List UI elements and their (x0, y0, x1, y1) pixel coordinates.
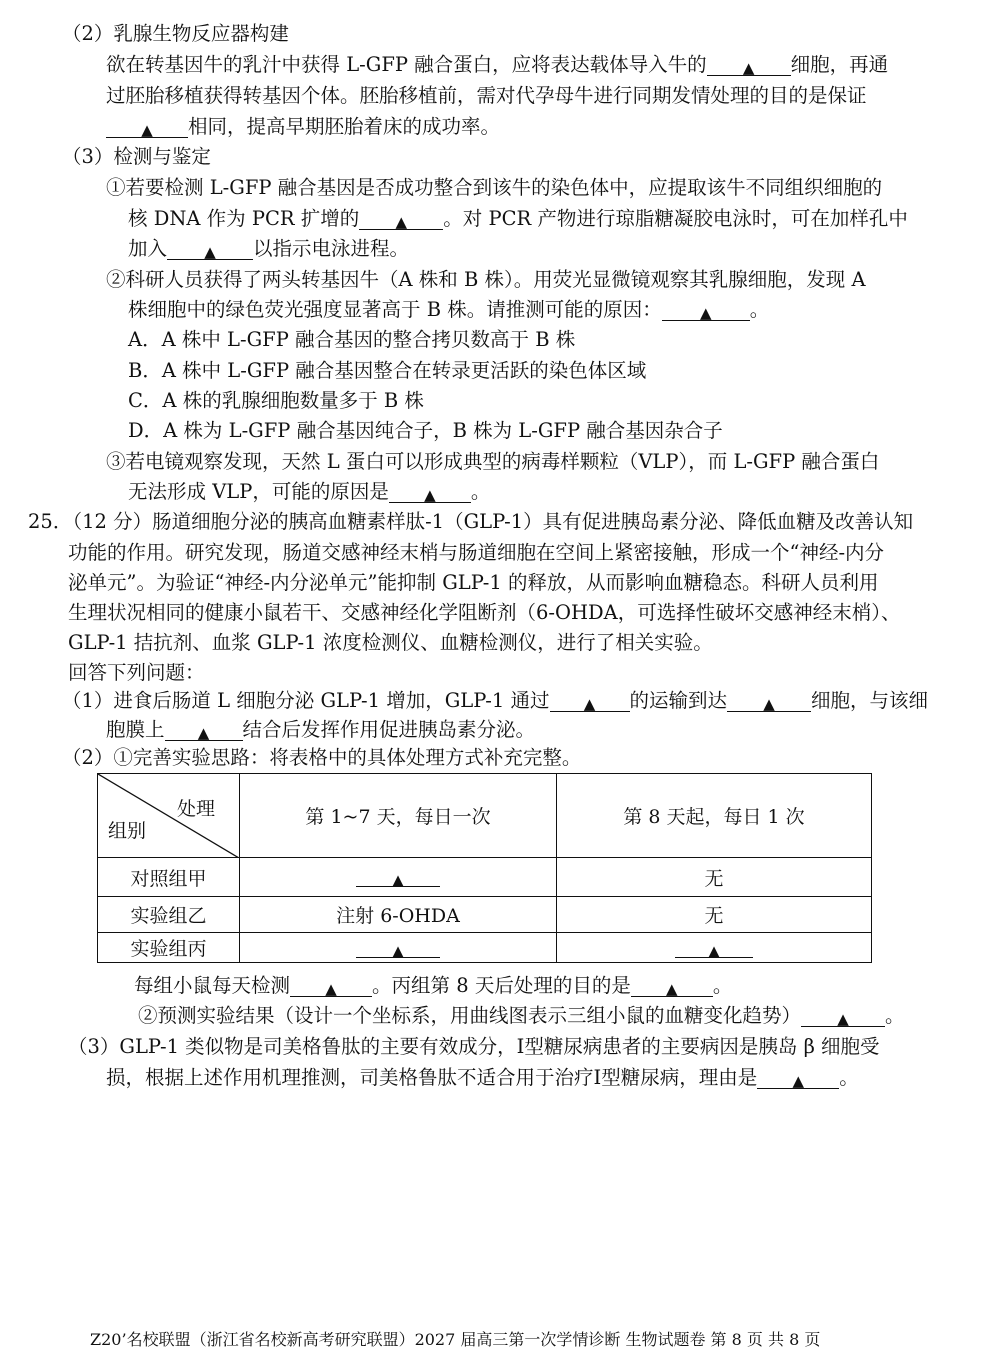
question-line: 胞膜上 ▲ 结合后发挥作用促进胰岛素分泌。 (106, 718, 536, 742)
paragraph-line: 过胚胎移植获得转基因个体。胚胎移植前，需对代孕母牛进行同期发情处理的目的是保证 (106, 84, 867, 107)
answer-blank[interactable]: ▲ (356, 868, 440, 887)
answer-blank[interactable]: ▲ (359, 211, 443, 230)
answer-blank[interactable]: ▲ (631, 978, 713, 997)
corner-label-group: 组别 (108, 820, 147, 842)
paragraph-line: 回答下列问题： (68, 661, 205, 684)
table-header: 第 8 天起，每日 1 次 (557, 774, 872, 858)
option-d[interactable]: D．A 株为 L-GFP 融合基因纯合子，B 株为 L-GFP 融合基因杂合子 (128, 419, 723, 442)
answer-blank[interactable]: ▲ (167, 241, 253, 260)
option-b[interactable]: B．A 株中 L-GFP 融合基因整合在转录更活跃的染色体区域 (128, 359, 647, 382)
table-cell: 无 (557, 858, 872, 897)
question-line: ②预测实验结果（设计一个坐标系，用曲线图表示三组小鼠的血糖变化趋势） ▲ 。 (138, 1004, 905, 1028)
answer-blank[interactable]: ▲ (757, 1070, 839, 1089)
paragraph-line: 欲在转基因牛的乳汁中获得 L-GFP 融合蛋白，应将表达载体导入牛的 ▲ 细胞，再通 (106, 53, 889, 77)
table-row (98, 897, 872, 933)
answer-blank[interactable]: ▲ (165, 722, 243, 741)
question-line: 损，根据上述作用机理推测，司美格鲁肽不适合用于治疗Ⅰ型糖尿病，理由是 ▲ 。 (106, 1066, 859, 1090)
question-line: 每组小鼠每天检测 ▲ 。丙组第 8 天后处理的目的是 ▲ 。 (134, 974, 733, 998)
question-line: （3）GLP-1 类似物是司美格鲁肽的主要有效成分，Ⅰ型糖尿病患者的主要病因是胰岛 β 细胞受 (68, 1035, 880, 1058)
table-cell (240, 933, 557, 963)
question-line: 核 DNA 作为 PCR 扩增的 ▲ 。对 PCR 产物进行琼脂糖凝胶电泳时，可在加样孔中 (128, 207, 908, 231)
paragraph-line: ▲ 相同，提高早期胚胎着床的成功率。 (106, 117, 500, 138)
answer-blank[interactable]: ▲ (662, 302, 750, 321)
table-cell (240, 858, 557, 897)
table-cell: 注射 6-OHDA (240, 897, 557, 933)
corner-label-treatment: 处理 (176, 798, 215, 820)
page-footer: Z20’名校联盟（浙江省名校新高考研究联盟）2027 届高三第一次学情诊断 生物试题卷 第 8 页 共 8 页 (90, 1330, 821, 1349)
paragraph-line: GLP-1 拮抗剂、血浆 GLP-1 浓度检测仪、血糖检测仪，进行了相关实验。 (68, 631, 713, 654)
question-line: ①若要检测 L-GFP 融合基因是否成功整合到该牛的染色体中，应提取该牛不同组织细胞的 (106, 176, 883, 199)
paragraph-line: 泌单元”。为验证“神经-内分泌单元”能抑制 GLP-1 的释放，从而影响血糖稳态。科研人员利用 (68, 571, 879, 594)
question-line: ②科研人员获得了两头转基因牛（A 株和 B 株）。用荧光显微镜观察其乳腺细胞，发现 A (106, 268, 866, 291)
experiment-table (97, 773, 872, 963)
table-header: 第 1~7 天，每日一次 (240, 774, 557, 858)
question-line: 无法形成 VLP，可能的原因是 ▲ 。 (128, 480, 491, 504)
answer-blank[interactable]: ▲ (106, 119, 188, 138)
section-heading: （3）检测与鉴定 (62, 145, 211, 168)
answer-blank[interactable]: ▲ (707, 57, 791, 76)
answer-blank[interactable]: ▲ (290, 978, 372, 997)
question-line: 株细胞中的绿色荧光强度显著高于 B 株。请推测可能的原因： ▲ 。 (128, 298, 770, 322)
table-cell (557, 933, 872, 963)
table-row (98, 858, 872, 897)
option-a[interactable]: A．A 株中 L-GFP 融合基因的整合拷贝数高于 B 株 (128, 328, 576, 351)
answer-blank[interactable]: ▲ (675, 939, 753, 958)
group-label: 实验组乙 (98, 897, 240, 933)
table-row (98, 933, 872, 963)
answer-blank[interactable]: ▲ (356, 939, 440, 958)
question-line: （2）①完善实验思路：将表格中的具体处理方式补充完整。 (62, 746, 582, 769)
table-corner-cell (98, 774, 240, 858)
answer-blank[interactable]: ▲ (550, 693, 630, 712)
group-label: 实验组丙 (98, 933, 240, 963)
question-line: ③若电镜观察发现，天然 L 蛋白可以形成典型的病毒样颗粒（VLP），而 L-GFP 融合蛋白 (106, 450, 880, 473)
group-label: 对照组甲 (98, 858, 240, 897)
answer-blank[interactable]: ▲ (727, 693, 811, 712)
table-cell: 无 (557, 897, 872, 933)
answer-blank[interactable]: ▲ (389, 484, 471, 503)
section-heading: （2）乳腺生物反应器构建 (62, 22, 289, 45)
paragraph-line: 生理状况相同的健康小鼠若干、交感神经化学阻断剂（6-OHDA，可选择性破坏交感神经末梢）、 (68, 601, 901, 624)
answer-blank[interactable]: ▲ (801, 1008, 885, 1027)
paragraph-line: 功能的作用。研究发现，肠道交感神经末梢与肠道细胞在空间上紧密接触，形成一个“神经-内分 (68, 541, 885, 564)
question-line: 加入 ▲ 以指示电泳进程。 (128, 237, 410, 261)
option-c[interactable]: C．A 株的乳腺细胞数量多于 B 株 (128, 389, 424, 412)
question-line: （1）进食后肠道 L 细胞分泌 GLP-1 增加，GLP-1 通过 ▲ 的运输到达 ▲ 细胞，与该细 (62, 689, 929, 713)
question-25-stem: 25．（12 分）肠道细胞分泌的胰高血糖素样肽-1（GLP-1）具有促进胰岛素分泌、降低血糖及改善认知 (28, 510, 914, 533)
